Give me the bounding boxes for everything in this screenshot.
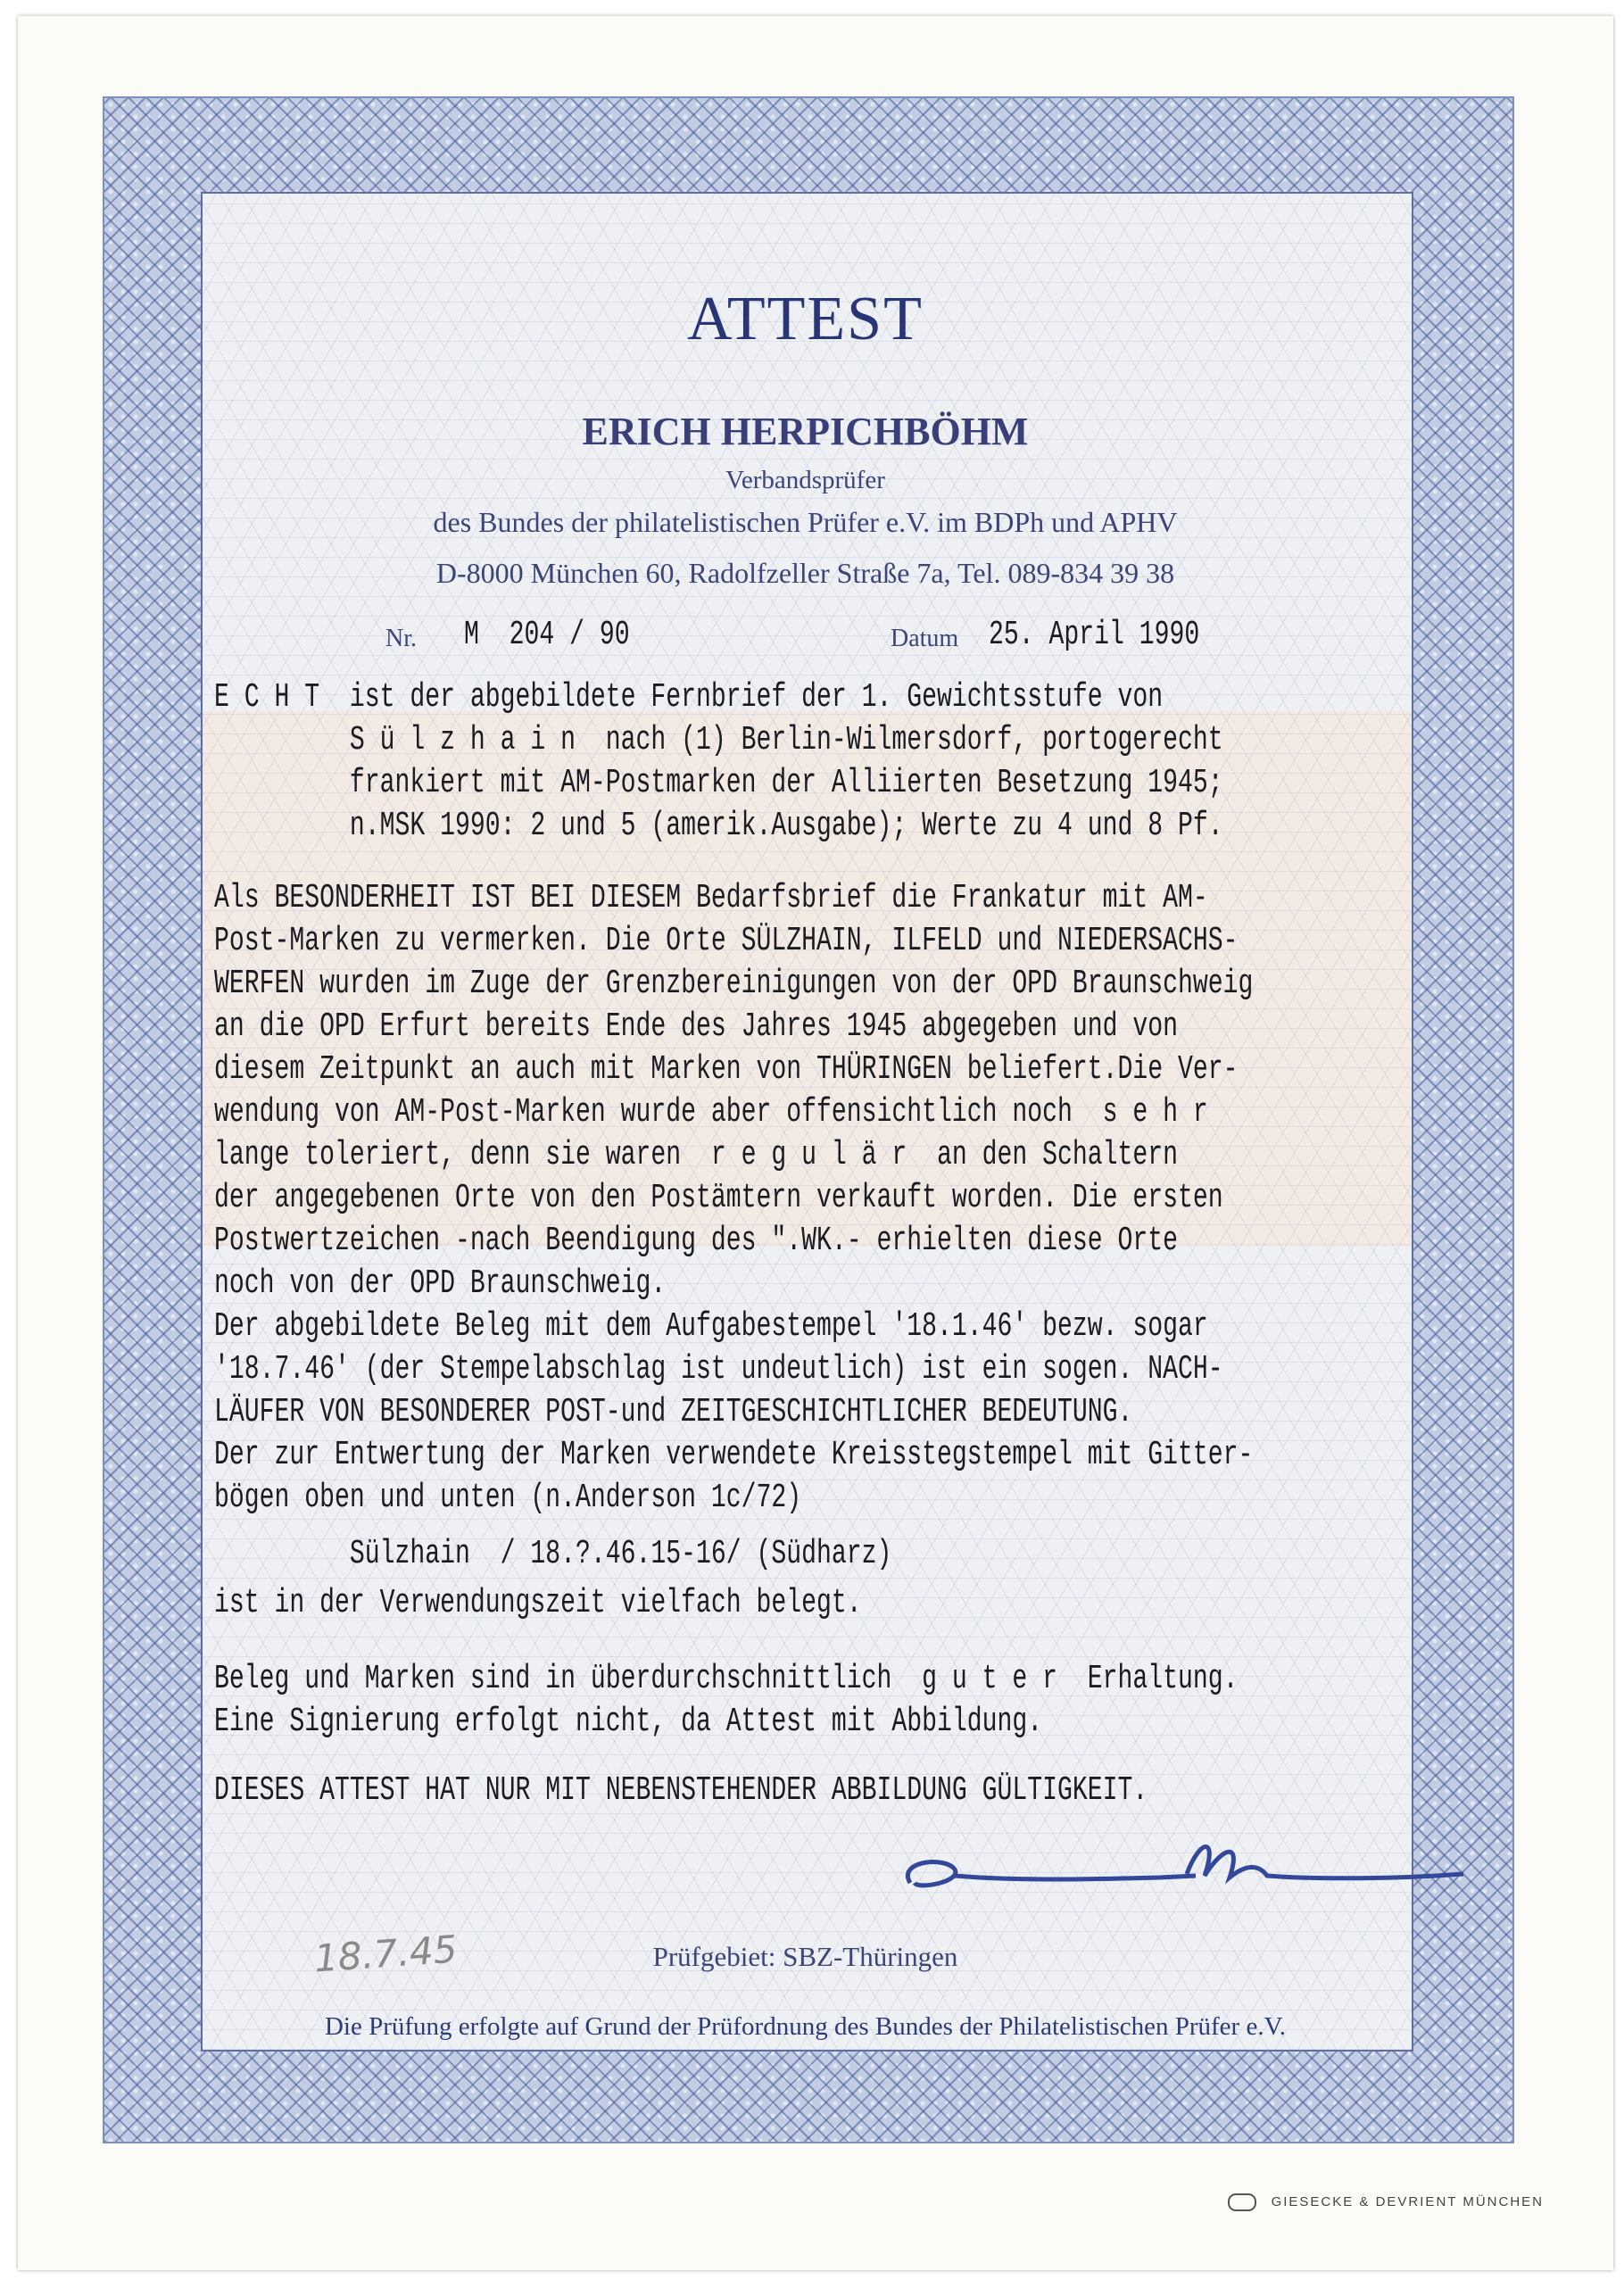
body-line: der angegebenen Orte von den Postämtern verkauft worden. Die ersten (214, 1179, 1223, 1217)
body-line: S ü l z h a i n nach (1) Berlin-Wilmersdorf, portogerecht (214, 721, 1223, 759)
body-line: Der abgebildete Beleg mit dem Aufgabestempel '18.1.46' bezw. sogar (214, 1307, 1208, 1346)
pencil-note: 18.7.45 (312, 1927, 459, 1981)
examiner-role: Verbandsprüfer (725, 466, 885, 494)
examination-field: Prüfgebiet: SBZ-Thüringen (652, 1941, 958, 1972)
footer-note: Die Prüfung erfolgte auf Grund der Prüfordnung des Bundes der Philatelistischen Prüfer e.V. (324, 2012, 1287, 2041)
body-line: lange toleriert, denn sie waren r e g u l ä r an den Schaltern (214, 1136, 1178, 1174)
printer-imprint (1228, 2193, 1544, 2211)
body-line: Post-Marken zu vermerken. Die Orte SÜLZHAIN, ILFELD und NIEDERSACHS- (214, 922, 1239, 960)
printer-logo-icon (1228, 2193, 1256, 2211)
body-line: bögen oben und unten (n.Anderson 1c/72) (214, 1479, 802, 1517)
body-line: Postwertzeichen -nach Beendigung des ".WK.- erhielten diese Orte (214, 1222, 1178, 1260)
body-line: ist in der Verwendungszeit vielfach belegt. (214, 1584, 862, 1622)
body-line: '18.7.46' (der Stempelabschlag ist undeutlich) ist ein sogen. NACH- (214, 1350, 1223, 1389)
body-line: wendung von AM-Post-Marken wurde aber offensichtlich noch s e h r (214, 1093, 1208, 1132)
body-line: diesem Zeitpunkt an auch mit Marken von THÜRINGEN beliefert.Die Ver- (214, 1050, 1239, 1089)
association-line: des Bundes der philatelistischen Prüfer e.V. im BDPh und APHV (433, 506, 1178, 538)
body-line: Der zur Entwertung der Marken verwendete Kreisstegstempel mit Gitter- (214, 1436, 1254, 1474)
printer-name: GIESECKE & DEVRIENT MÜNCHEN (1271, 2193, 1544, 2209)
body-line: DIESES ATTEST HAT NUR MIT NEBENSTEHENDER ABBILDUNG GÜLTIGKEIT. (214, 1771, 1148, 1810)
examiner-name: ERICH HERPICHBÖHM (582, 410, 1029, 453)
body-line: Beleg und Marken sind in überdurchschnittlich g u t e r Erhaltung. (214, 1660, 1239, 1698)
body-line: noch von der OPD Braunschweig. (214, 1264, 667, 1303)
body-line: Eine Signierung erfolgt nicht, da Attest mit Abbildung. (214, 1703, 1043, 1741)
body-line: E C H T ist der abgebildete Fernbrief der 1. Gewichtsstufe von (214, 678, 1164, 717)
signature (892, 1820, 1472, 1919)
body-line: an die OPD Erfurt bereits Ende des Jahres 1945 abgegeben und von (214, 1007, 1178, 1046)
body-line: Sülzhain / 18.?.46.15-16/ (Südharz) (214, 1535, 892, 1573)
document-title: ATTEST (687, 285, 924, 353)
date-value: 25. April 1990 (989, 616, 1200, 654)
body-line: n.MSK 1990: 2 und 5 (amerik.Ausgabe); Werte zu 4 und 8 Pf. (214, 807, 1223, 845)
body-line: frankiert mit AM-Postmarken der Alliierten Besetzung 1945; (214, 764, 1223, 802)
datum-label: Datum (891, 625, 959, 652)
nr-label: Nr. (385, 625, 417, 652)
address-line: D-8000 München 60, Radolfzeller Straße 7a, Tel. 089-834 39 38 (435, 557, 1175, 589)
body-line: LÄUFER VON BESONDERER POST-und ZEITGESCHICHTLICHER BEDEUTUNG. (214, 1393, 1133, 1431)
nr-value: M 204 / 90 (464, 616, 630, 654)
body-line: Als BESONDERHEIT IST BEI DIESEM Bedarfsbrief die Frankatur mit AM- (214, 879, 1208, 917)
body-line: WERFEN wurden im Zuge der Grenzbereinigungen von der OPD Braunschweig (214, 965, 1254, 1003)
